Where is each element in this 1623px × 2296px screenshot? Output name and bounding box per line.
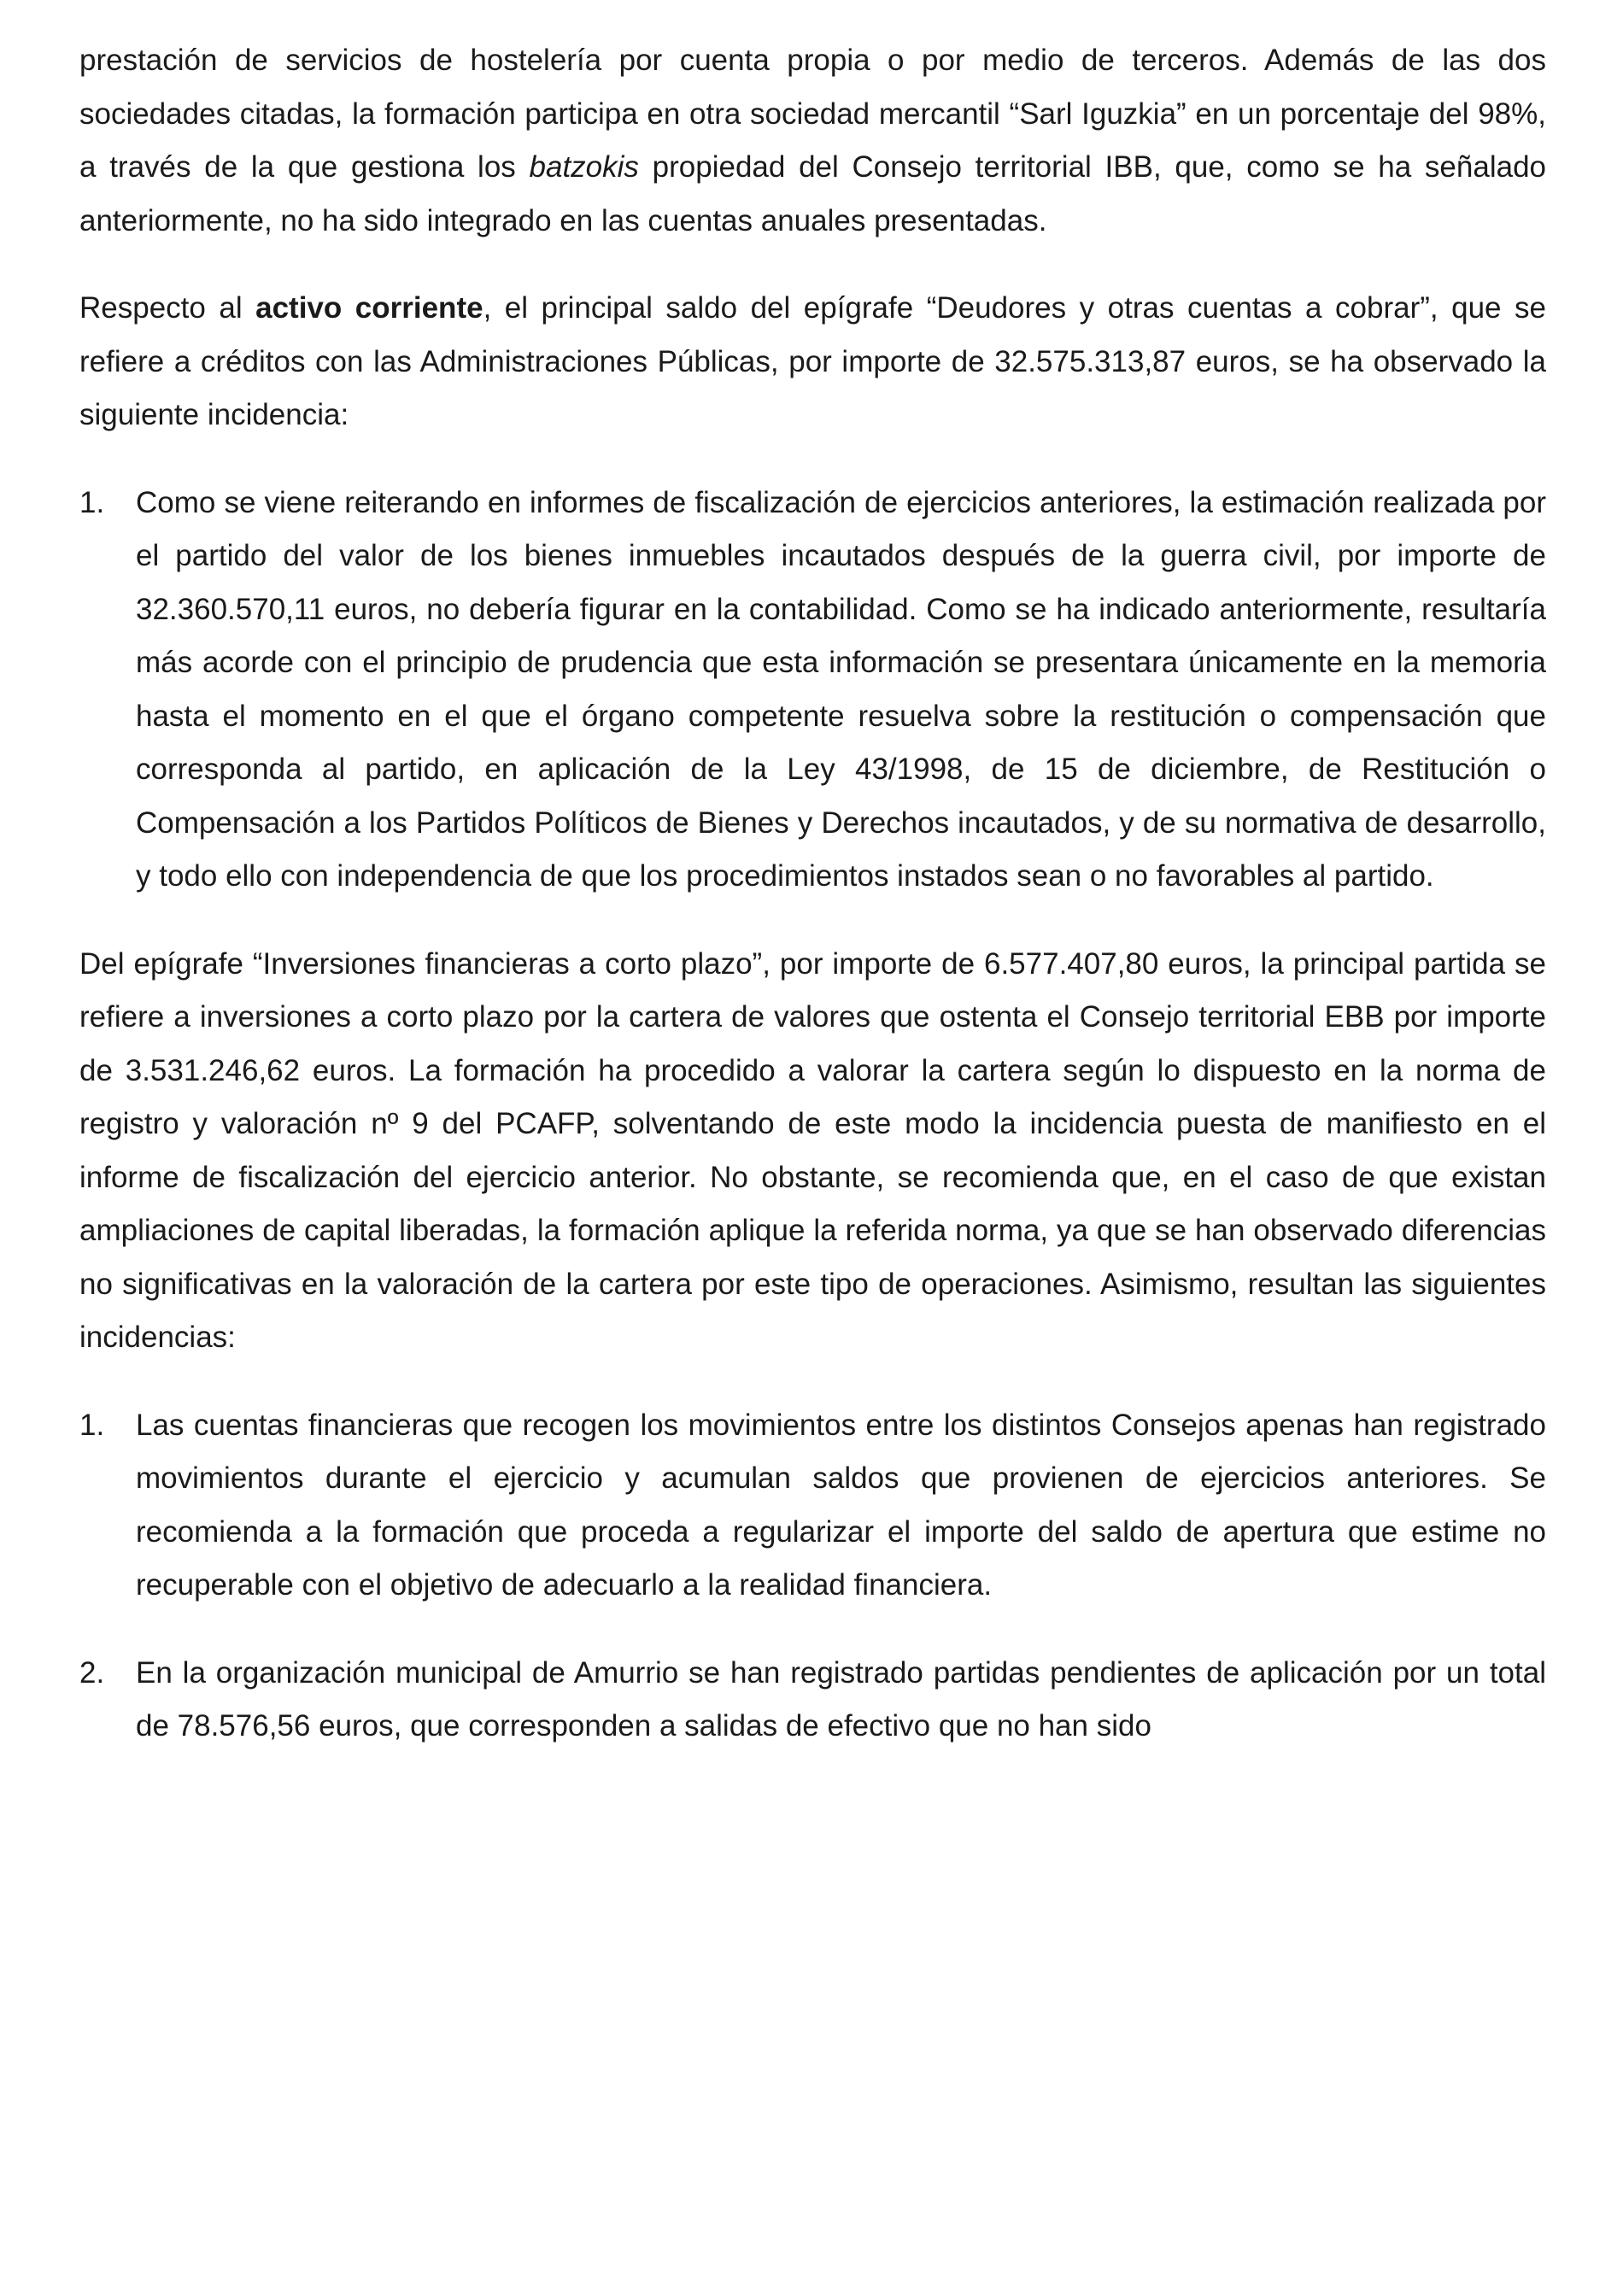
list-item xyxy=(79,1399,1546,1613)
list-item-number: 2. xyxy=(79,1655,105,1690)
list-item-number: 1. xyxy=(79,485,105,519)
list-item-text: En la organización municipal de Amurrio se han registrado partidas pendientes de aplicación por un total de 78.576,56 euros, que corresponden a salidas de efectivo que no han sido xyxy=(136,1655,1546,1742)
list-item-text: Como se viene reiterando en informes de fiscalización de ejercicios anteriores, la estimación realizada por el partido del valor de los bienes inmuebles incautados después de la guerra civil, por importe de 32.360.570,11 euros, no debería figurar en la contabilidad. Como se ha indicado anteriormente, resultaría más acorde con el principio de prudencia que esta información se presentara únicamente en la memoria hasta el momento en el que el órgano competente resuelva sobre la restitución o compensación que corresponda al partido, en aplicación de la Ley 43/1998, de 15 de diciembre, de Restitución o Compensación a los Partidos Políticos de Bienes y Derechos incautados, y de su normativa de desarrollo, y todo ello con independencia de que los procedimientos instados sean o no favorables al partido. xyxy=(136,485,1546,893)
paragraph-text: , el principal saldo del epígrafe “Deudores y otras cuentas a cobrar”, que se refiere a créditos con las Administraciones Públicas, por importe de 32.575.313,87 euros, se ha observado la siguiente incidencia: xyxy=(79,291,1546,431)
list-item-text: Las cuentas financieras que recogen los movimientos entre los distintos Consejos apenas han registrado movimientos durante el ejercicio y acumulan saldos que provienen de ejercicios anteriores. Se recomienda a la formación que proceda a regularizar el importe del saldo de apertura que estime no recuperable con el objetivo de adecuarlo a la realidad financiera. xyxy=(136,1408,1546,1602)
document-page xyxy=(79,34,1546,1788)
paragraph-text: prestación de servicios de hostelería por cuenta propia o por medio de terceros. Además de las dos sociedades citadas, la formación participa en otra sociedad mercantil “Sarl Iguzkia” en un porcentaje del 98%, a través de la que gestiona los xyxy=(79,44,1546,184)
list-item xyxy=(79,477,1546,904)
paragraph-activo-corriente xyxy=(79,282,1546,442)
paragraph-sociedades xyxy=(79,34,1546,248)
paragraph-inversiones-financieras: Del epígrafe “Inversiones financieras a corto plazo”, por importe de 6.577.407,80 euros, la principal partida se refiere a inversiones a corto plazo por la cartera de valores que ostenta el Consejo territorial EBB por importe de 3.531.246,62 euros. La formación ha procedido a valorar la cartera según lo dispuesto en la norma de registro y valoración nº 9 del PCAFP, solventando de este modo la incidencia puesta de manifiesto en el informe de fiscalización del ejercicio anterior. No obstante, se recomienda que, en el caso de que existan ampliaciones de capital liberadas, la formación aplique la referida norma, ya que se han observado diferencias no significativas en la valoración de la cartera por este tipo de operaciones. Asimismo, resultan las siguientes incidencias: xyxy=(79,946,1546,1354)
incidencias-list-inversiones xyxy=(79,1399,1546,1754)
bold-term: activo corriente xyxy=(255,291,483,325)
paragraph-text: Respecto al xyxy=(79,291,256,325)
list-item xyxy=(79,1647,1546,1754)
paragraph-text: propiedad del Consejo territorial IBB, que, como se ha señalado anteriormente, no ha sido integrado en las cuentas anuales presentadas. xyxy=(79,150,1546,237)
italic-term: batzokis xyxy=(529,150,639,184)
incidencias-list-deudores xyxy=(79,477,1546,904)
list-item-number: 1. xyxy=(79,1408,105,1442)
